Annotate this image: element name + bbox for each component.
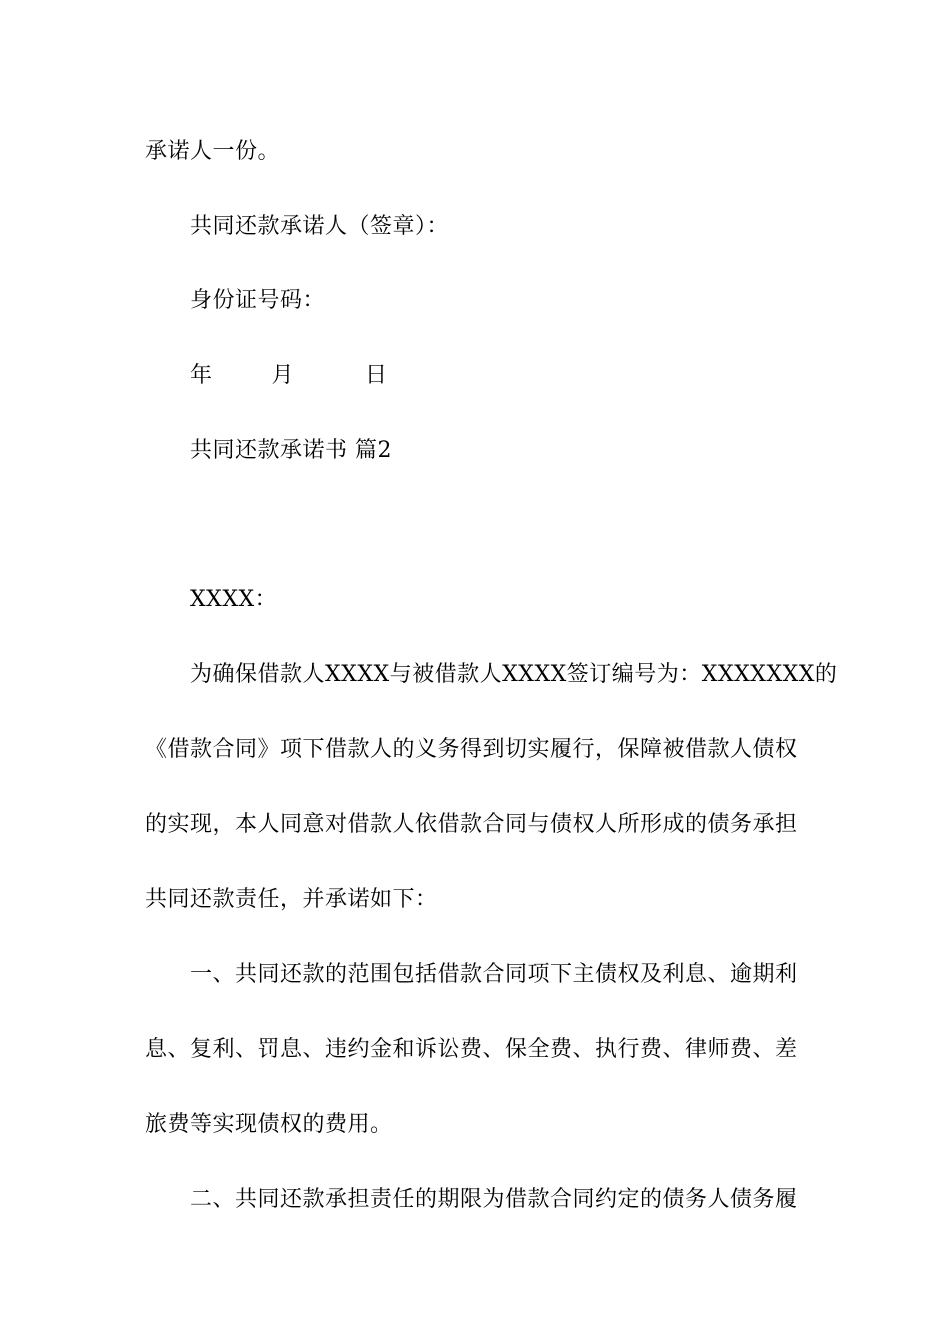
paragraph-line: 一、共同还款的范围包括借款合同项下主债权及利息、逾期利 <box>190 962 798 987</box>
date-year: 年 <box>190 363 213 388</box>
paragraph-line: 为确保借款人XXXX与被借款人XXXX签订编号为：XXXXXXX的 <box>190 662 838 687</box>
date-month: 月 <box>271 363 295 388</box>
date-day: 日 <box>365 363 388 388</box>
paragraph-line: 共同还款责任，并承诺如下： <box>145 887 438 912</box>
signature-line: 共同还款承诺人（签章）： <box>190 214 450 239</box>
paragraph-line: 《借款合同》项下借款人的义务得到切实履行，保障被借款人债权 <box>145 737 798 762</box>
paragraph-line: 二、共同还款承担责任的期限为借款合同约定的债务人债务履 <box>190 1187 798 1212</box>
addressee-line: XXXX： <box>190 587 278 612</box>
id-number-line: 身份证号码： <box>190 288 326 313</box>
paragraph-line: 息、复利、罚息、违约金和诉讼费、保全费、执行费、律师费、差 <box>145 1037 798 1062</box>
section-title: 共同还款承诺书 篇2 <box>190 438 392 463</box>
paragraph-line: 的实现，本人同意对借款人依借款合同与债权人所形成的债务承担 <box>145 812 798 837</box>
paragraph-line: 旅费等实现债权的费用。 <box>145 1112 393 1137</box>
paragraph-line: 承诺人一份。 <box>145 139 281 164</box>
date-line <box>190 361 388 391</box>
